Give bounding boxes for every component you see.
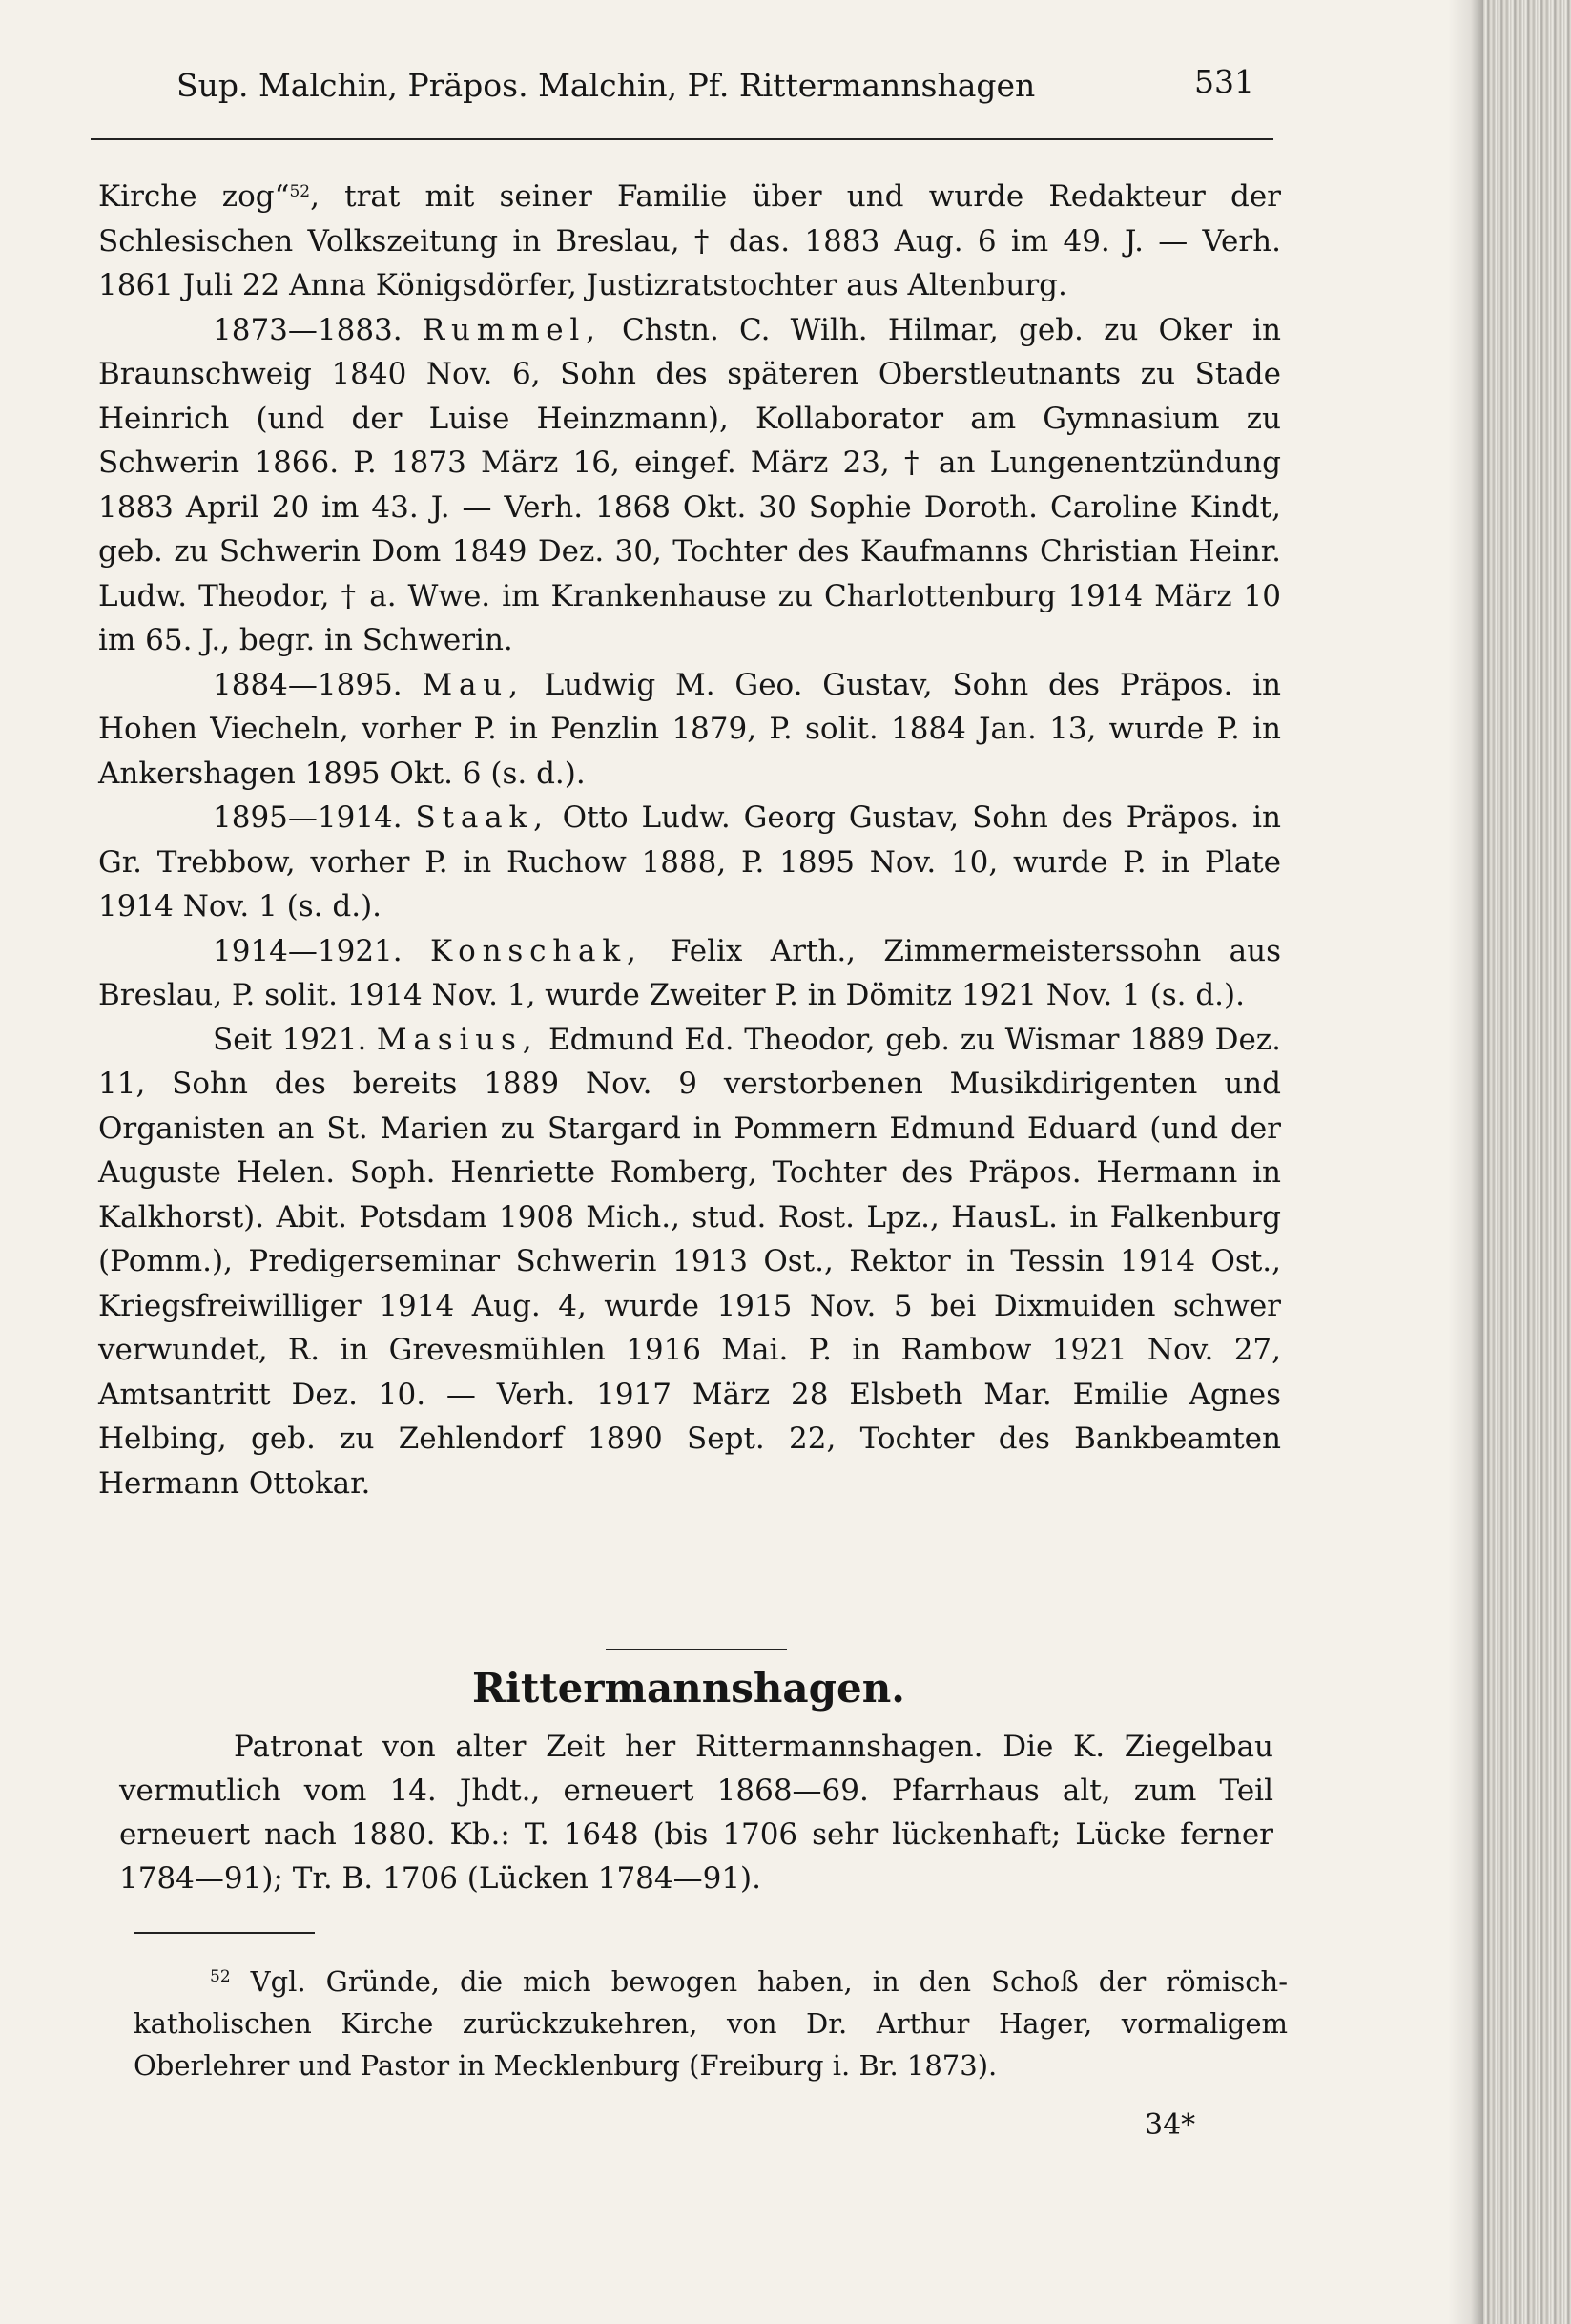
pastor-name: Masius, <box>376 1022 539 1057</box>
header-rule <box>91 138 1273 140</box>
entry-konschak <box>98 929 1281 1018</box>
entry-continuation-start: Kirche zog“ <box>98 179 290 214</box>
pastor-name: Konschak, <box>429 933 643 968</box>
page-number: 531 <box>1194 63 1254 100</box>
main-text <box>98 170 1281 1505</box>
footnote <box>134 1956 1288 2086</box>
running-head <box>167 57 1254 114</box>
entry-text: Chstn. C. Wilh. Hilmar, geb. zu Oker in Braunschweig 1840 Nov. 6, Sohn des späteren Oberstleutnants zu Stade Heinrich (und der Luise Heinzmann), Kollaborator am Gymnasium zu Schwerin 1866. P. 1873 März 16, eingef. März 23, † an Lungenentzündung 1883 April 20 im 43. J. — Verh. 1868 Okt. 30 Sophie Doroth. Caroline Kindt, geb. zu Schwerin Dom 1849 Dez. 30, Tochter des Kaufmanns Christian Heinr. Ludw. Theodor, † a. Wwe. im Krankenhause zu Charlottenburg 1914 März 10 im 65. J., begr. in Schwerin. <box>98 312 1281 657</box>
section-text <box>119 1725 1273 1900</box>
footnote-text: Vgl. Gründe, die mich bewogen haben, in den Schoß der römisch-katholischen Kirche zurückzukehren, von Dr. Arthur Hager, vormaligem Oberlehrer und Pastor in Mecklenburg (Freiburg i. Br. 1873). <box>134 1965 1289 2082</box>
entry-text: Edmund Ed. Theodor, geb. zu Wismar 1889 Dez. 11, Sohn des bereits 1889 Nov. 9 verstorbenen Musikdirigenten und Organisten an St. Marien zu Stargard in Pommern Edmund Eduard (und der Auguste Helen. Soph. Henriette Romberg, Tochter des Präpos. Hermann in Kalkhorst). Abit. Potsdam 1908 Mich., stud. Rost. Lpz., HausL. in Falkenburg (Pomm.), Predigerseminar Schwerin 1913 Ost., Rektor in Tessin 1914 Ost., Kriegsfreiwilliger 1914 Aug. 4, wurde 1915 Nov. 5 bei Dixmuiden schwer verwundet, R. in Grevesmühlen 1916 Mai. P. in Rambow 1921 Nov. 27, Amtsantritt Dez. 10. — Verh. 1917 März 28 Elsbeth Mar. Emilie Agnes Helbing, geb. zu Zehlendorf 1890 Sept. 22, Tochter des Bankbeamten Hermann Ottokar. <box>98 1022 1281 1501</box>
footnote-mark: 52 <box>210 1967 231 1986</box>
section-divider <box>606 1649 787 1650</box>
entry-mau <box>98 663 1281 797</box>
running-head-title: Sup. Malchin, Präpos. Malchin, Pf. Rittermannshagen <box>176 67 1036 104</box>
pastor-name: Rummel, <box>422 312 602 347</box>
entry-text: Otto Ludw. Georg Gustav, Sohn des Präpos. in Gr. Trebbow, vorher P. in Ruchow 1888, P. 1895 Nov. 10, wurde P. in Plate 1914 Nov. 1 (s. d.). <box>98 800 1281 923</box>
entry-masius <box>98 1018 1281 1506</box>
entry-date: 1914—1921. <box>213 933 403 968</box>
pastor-name: Mau, <box>422 667 525 702</box>
entry-text: Felix Arth., Zimmermeisterssohn aus Breslau, P. solit. 1914 Nov. 1, wurde Zweiter P. in Dömitz 1921 Nov. 1 (s. d.). <box>98 933 1281 1012</box>
footnote-reference: 52 <box>289 182 311 201</box>
footnote-paragraph <box>134 1956 1288 2086</box>
page-stack-edge <box>1483 0 1571 2324</box>
entry-continuation <box>98 170 1281 308</box>
section-paragraph: Patronat von alter Zeit her Rittermannshagen. Die K. Ziegelbau vermutlich vom 14. Jhdt., erneuert 1868—69. Pfarrhaus alt, zum Teil erneuert nach 1880. Kb.: T. 1648 (bis 1706 sehr lückenhaft; Lücke ferner 1784—91); Tr. B. 1706 (Lücken 1784—91). <box>119 1730 1273 1896</box>
entry-date: Seit 1921. <box>213 1022 367 1057</box>
page-gutter-shadow <box>1448 0 1486 2324</box>
pastor-name: Staak, <box>415 800 549 835</box>
entry-staak <box>98 796 1281 929</box>
entry-continuation-rest: , trat mit seiner Familie über und wurde Redakteur der Schlesischen Volkszeitung in Breslau, † das. 1883 Aug. 6 im 49. J. — Verh. 1861 Juli 22 Anna Königsdörfer, Justizratstochter aus Altenburg. <box>98 179 1281 302</box>
signature-mark: 34* <box>1145 2108 1196 2142</box>
section-heading: Rittermannshagen. <box>472 1665 905 1712</box>
entry-text: Ludwig M. Geo. Gustav, Sohn des Präpos. in Hohen Viecheln, vorher P. in Penzlin 1879, P. solit. 1884 Jan. 13, wurde P. in Ankershagen 1895 Okt. 6 (s. d.). <box>98 667 1281 791</box>
entry-date: 1873—1883. <box>213 312 403 347</box>
entry-date: 1884—1895. <box>213 667 403 702</box>
entry-date: 1895—1914. <box>213 800 403 835</box>
footnote-rule <box>134 1932 315 1934</box>
entry-rummel <box>98 308 1281 663</box>
